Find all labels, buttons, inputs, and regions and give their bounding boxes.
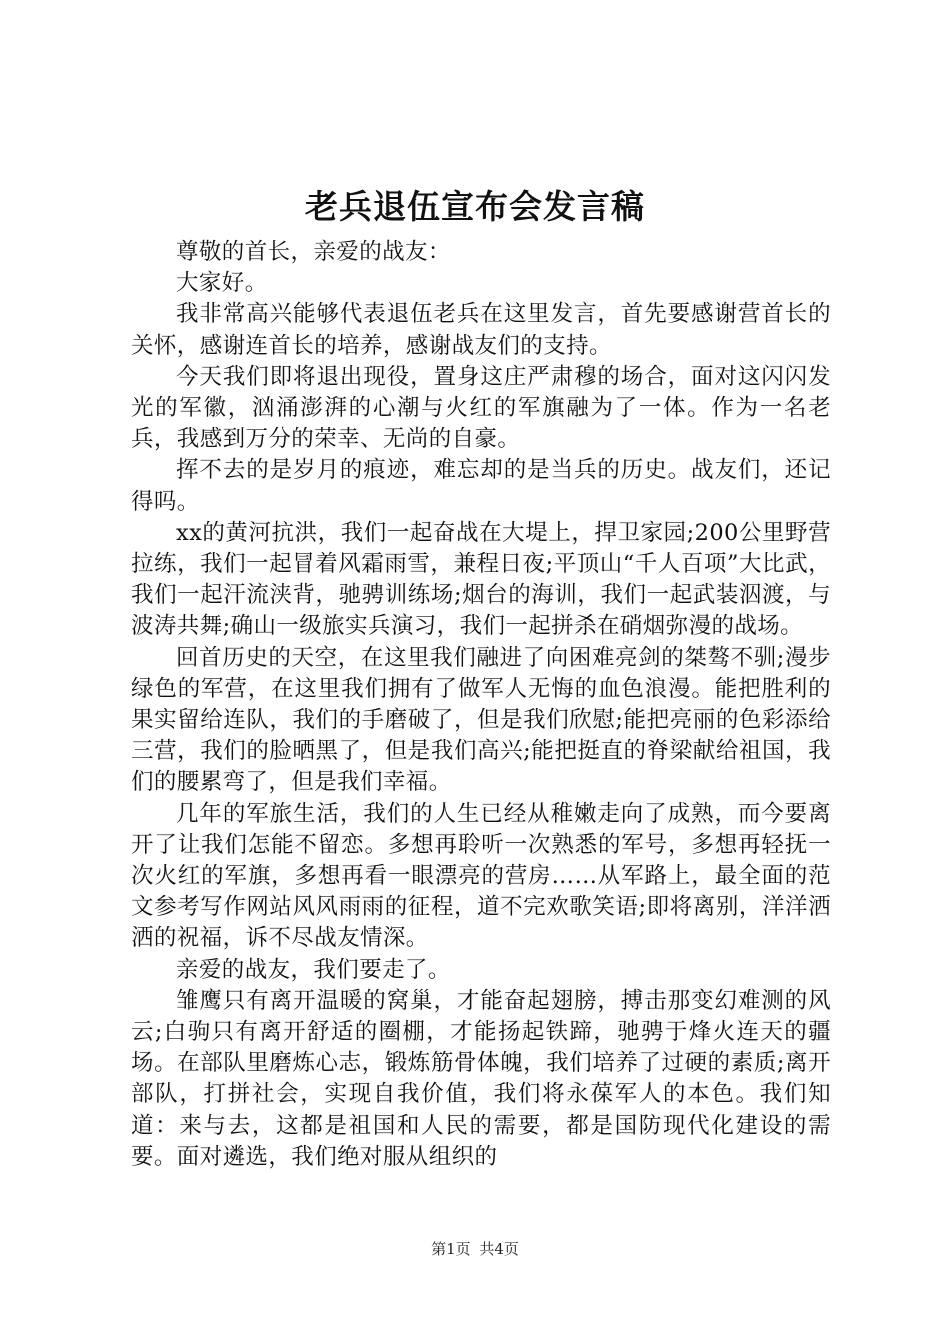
paragraph: 回首历史的天空，在这里我们融进了向困难亮剑的桀骜不驯;漫步绿色的军营，在这里我们拥有了做军人无悔的血色浪漫。能把胜利的果实留给连队，我们的手磨破了，但是我们欣慰;能把亮丽的色彩添给三营，我们的脸晒黑了，但是我们高兴;能把挺直的脊梁献给祖国，我们的腰累弯了，但是我们幸福。 xyxy=(131,644,831,796)
paragraph: 今天我们即将退出现役，置身这庄严肃穆的场合，面对这闪闪发光的军徽，汹涌澎湃的心潮与火红的军旗融为了一体。作为一名老兵，我感到万分的荣幸、无尚的自豪。 xyxy=(131,363,831,453)
page-number-current: 第1页 xyxy=(431,1240,471,1258)
document-body xyxy=(131,237,831,1173)
page-footer xyxy=(0,1238,950,1260)
page-number-total: 共4页 xyxy=(479,1240,519,1258)
paragraph: 亲爱的战友，我们要走了。 xyxy=(176,956,451,983)
document-title: 老兵退伍宣布会发言稿 xyxy=(305,187,645,226)
paragraph: 我非常高兴能够代表退伍老兵在这里发言，首先要感谢营首长的关怀，感谢连首长的培养，感谢战友们的支持。 xyxy=(131,301,831,359)
paragraph-salutation: 尊敬的首长，亲爱的战友： xyxy=(176,239,451,265)
paragraph: xx的黄河抗洪，我们一起奋战在大堤上，捍卫家园;200公里野营拉练，我们一起冒着风霜雨雪，兼程日夜;平顶山“千人百项”大比武，我们一起汗流浃背，驰骋训练场;烟台的海训，我们一起武装泅渡，与波涛共舞;确山一级旅实兵演习，我们一起拼杀在硝烟弥漫的战场。 xyxy=(131,519,831,640)
paragraph-greeting: 大家好。 xyxy=(176,270,268,297)
paragraph: 雏鹰只有离开温暖的窝巢，才能奋起翅膀，搏击那变幻难测的风云;白驹只有离开舒适的圈棚，才能扬起铁蹄，驰骋于烽火连天的疆场。在部队里磨炼心志，锻炼筋骨体魄，我们培养了过硬的素质;离开部队，打拼社会，实现自我价值，我们将永葆军人的本色。我们知道：来与去，这都是祖国和人民的需要，都是国防现代化建设的需要。面对遴选，我们绝对服从组织的 xyxy=(131,987,831,1170)
paragraph: 挥不去的是岁月的痕迹，难忘却的是当兵的历史。战友们，还记得吗。 xyxy=(131,457,831,515)
paragraph: 几年的军旅生活，我们的人生已经从稚嫩走向了成熟，而今要离开了让我们怎能不留恋。多想再聆听一次熟悉的军号，多想再轻抚一次火红的军旗，多想再看一眼漂亮的营房……从军路上，最全面的范文参考写作网站风风雨雨的征程，道不完欢歌笑语;即将离别，洋洋洒洒的祝福，诉不尽战友情深。 xyxy=(131,800,831,952)
